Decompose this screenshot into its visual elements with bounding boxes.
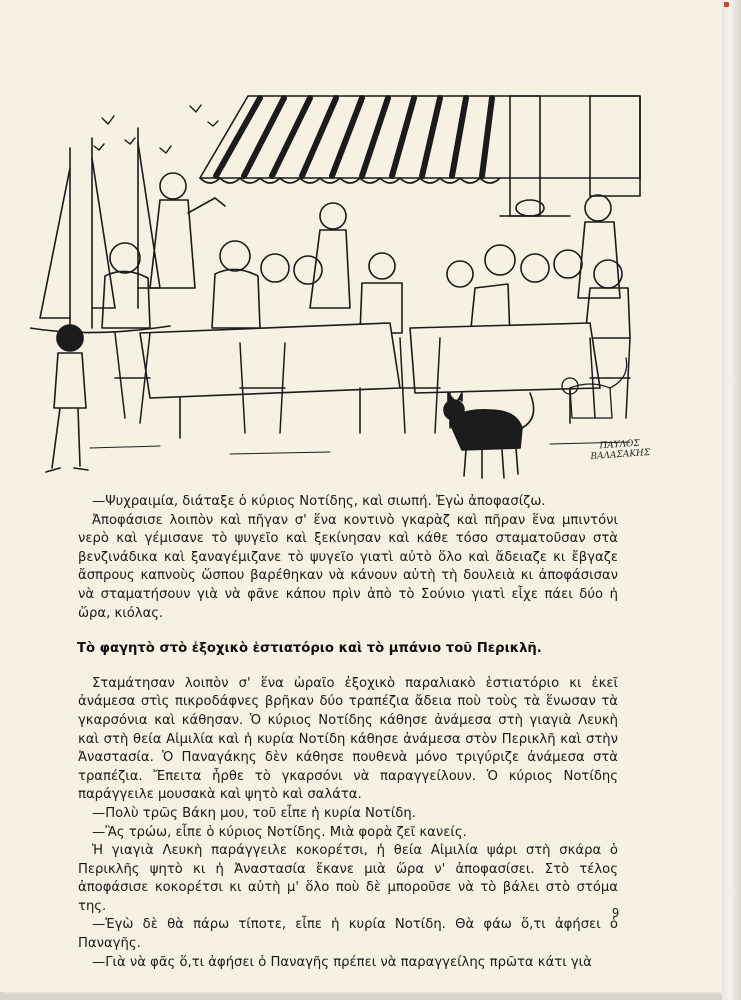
paragraph: Σταμάτησαν λοιπὸν σ' ἕνα ὡραῖο ἐξοχικὸ παραλιακὸ ἑστιατόριο κι ἐκεῖ ἀνάμεσα στὶς πικροδάφνες βρῆκαν δύο τραπέζια ἄδεια ποὺ τοὺς τὰ ἕνωσαν τὰ γκαρσόνια καὶ κάθησαν. Ὁ κύριος Νοτίδης κάθησε ἀνάμεσα στὴ γιαγιὰ Λευκὴ καὶ στὴ θεία Αἰμιλία καὶ ἡ κυρία Νοτίδη κάθησε ἀνάμεσα στὸν Περικλῆ καὶ στὴν Ἀναστασία. Ὁ Παναγάκης δὲν κάθησε πουθενὰ μόνο τριγύριζε ἀνάμεσα στὰ τραπέζια. Ἔπειτα ἦρθε τὸ γκαρσόνι νὰ παραγγείλουν. Ὁ κύριος Νοτίδης παράγγειλε μουσακὰ καὶ ψητὸ καὶ σαλάτα. [78, 675, 618, 803]
restaurant-illustration [30, 88, 650, 488]
awning [200, 96, 640, 216]
paragraph: —Γιὰ νὰ φᾶς ὅ,τι ἀφήσει ὁ Παναγῆς πρέπει νὰ παραγγείλης πρῶτα κάτι γιὰ [92, 954, 592, 970]
body-text [78, 493, 618, 972]
artist-signature: ΠΑΥΛΟΣ ΒΑΛΑΣΑΚΗΣ [590, 438, 651, 463]
page-number: 9 [612, 906, 620, 920]
page-edge [722, 0, 741, 1000]
ground-lines [90, 442, 630, 454]
paragraph: Ἡ γιαγιὰ Λευκὴ παράγγειλε κοκορέτσι, ἡ θεία Αἰμιλία ψάρι στὴ σκάρα ὁ Περικλῆς ψητὸ κι ἡ Ἀναστασία ἔκανε μιὰ ὥρα ν' ἀποφασίσει. Στὸ τέλος ἀποφάσισε κοκορέτσι κι αὐτὴ μ' ὅλο ποὺ δὲ μποροῦσε νὰ τὸ βάλει στὸ στόμα της. [78, 843, 618, 914]
boy [46, 325, 88, 472]
corner-mark [724, 2, 729, 7]
seagulls [94, 105, 218, 153]
paragraph: —Ψυχραιμία, διάταξε ὁ κύριος Νοτίδης, καὶ σιωπή. Ἐγὼ ἀποφασίζω. [92, 494, 546, 509]
waiters [150, 173, 620, 308]
paragraph: —Πολὺ τρῶς Βάκη μου, τοῦ εἶπε ἡ κυρία Νοτίδη. [92, 805, 416, 821]
black-cat [444, 393, 534, 478]
paragraph: —Ἂς τρώω, εἶπε ὁ κύριος Νοτίδης. Μιὰ φορὰ ζεῖ κανείς. [92, 824, 467, 840]
section-heading: Τὸ φαγητὸ στὸ ἐξοχικὸ ἑστιατόριο καὶ τὸ μπάνιο τοῦ Περικλῆ. [77, 641, 542, 657]
paragraph: —Ἐγὼ δὲ θὰ πάρω τίποτε, εἶπε ἡ κυρία Νοτίδη. Θὰ φάω ὅ,τι ἀφήσει ὁ Παναγῆς. [78, 917, 618, 952]
paragraph: Ἀποφάσισε λοιπὸν καὶ πῆγαν σ' ἕνα κοντινὸ γκαρὰζ καὶ πῆραν ἕνα μπιντόνι νερὸ καὶ γέμισανε τὸ ψυγεῖο καὶ ξεκίνησαν καὶ κάθε τόσο σταματοῦσαν στὰ βενζινάδικα καὶ ξαναγέμιζανε τὸ ψυγεῖο γιατὶ αὐτὸ ὅλο καὶ ἄδειαζε κι ἔβγαζε ἄσπρους καπνοὺς ὥσπου βαρέθηκαν νὰ κάνουν αὐτὴ τὴ δουλειὰ κι ἀποφάσισαν νὰ σταματήσουν γιὰ νὰ φᾶνε κάπου πρὶν ἀπὸ τὸ Σούνιο γιατὶ εἶχε πάει δύο ἡ ὥρα, κιόλας. [78, 512, 618, 621]
